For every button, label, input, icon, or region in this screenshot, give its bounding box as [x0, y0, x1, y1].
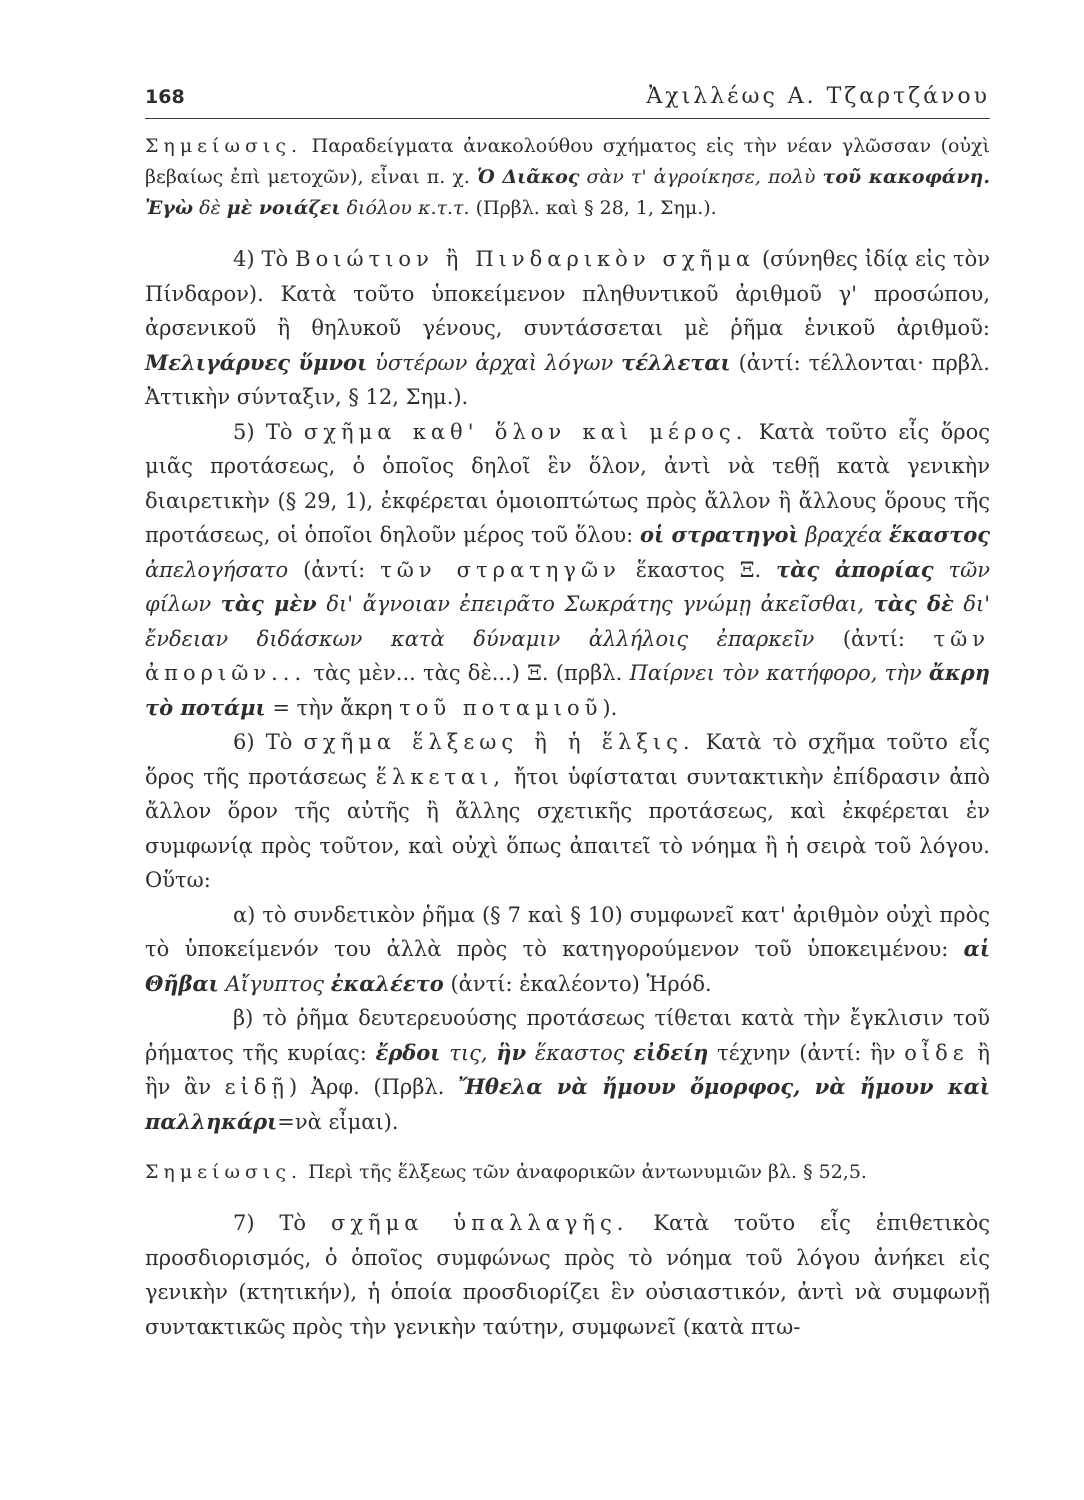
item-a [145, 898, 990, 1002]
example-bold: ἣν [496, 1039, 527, 1065]
section-number: 4) Τὸ [233, 247, 289, 271]
section-number: 6) Τὸ [233, 730, 293, 754]
example-italic: τις, [440, 1040, 497, 1065]
note-label: Σημείωσις. [145, 1161, 303, 1183]
example-bold: εἰδείη [633, 1039, 709, 1065]
item-text: τέχνην (ἀντί: ἣν [708, 1040, 905, 1065]
section-number: 5) Τὸ [233, 419, 293, 444]
spaced-word: ἕλκεται, [375, 764, 506, 789]
example-bold: Ἤθελα νὰ ἤμουν ὄμορφος, νὰ ἤμουν καὶ παλληκάρι [145, 1074, 990, 1134]
example-italic: σὰν τ' ἀγροίκησε, πολὺ [579, 166, 823, 188]
example-italic: δι' ἔνδειαν διδάσκων κατὰ δύναμιν ἀλλήλοις ἐπαρκεῖν [145, 592, 990, 651]
example-italic: ἕκαστος [526, 1040, 634, 1065]
spaced-word: τῶν ἀποριῶν... [145, 626, 990, 685]
section-text: Κατὰ τὸ σχῆμα τοῦτο εἷς ὅρος τῆς προτάσεως [145, 730, 990, 789]
note-text: Παραδείγματα ἀνακολούθου σχήματος εἰς τὴν νέαν γλῶσσαν (οὐχὶ βεβαίως ἐπὶ μετοχῶν), εἶναι π. χ. [145, 135, 990, 188]
note-label: Σημείωσις. [145, 135, 303, 157]
spaced-word: οἶδε [904, 1040, 969, 1065]
example-bold: τέλλεται [621, 349, 731, 375]
example-bold: μὲ νοιάζει [226, 197, 341, 219]
spaced-word: τοῦ ποταμιοῦ [399, 695, 603, 720]
example-bold: τὰς μὲν [220, 591, 317, 616]
section-text: ἕκαστος Ξ. [620, 557, 777, 582]
section-7 [145, 1206, 990, 1344]
section-text: ἤτοι ὑφίσταται συντακτικὴν ἐπίδρασιν ἀπὸ ἄλλον ὅρον τῆς αὐτῆς ἢ ἄλλης σχετικῆς προτάσεως, καὶ ἐκφέρεται ἐν συμφωνίᾳ πρὸς τοῦτον, καὶ οὐχὶ ὅπως ἀπαιτεῖ τὸ νόημα ἢ ἡ σειρὰ τοῦ λόγου. Οὕτω: [145, 764, 990, 892]
section-term: σχῆμα ὑπαλλαγῆς. [330, 1211, 629, 1235]
example-italic: βραχέα [798, 523, 889, 547]
example-italic: ὑστέρων ἀρχαὶ λόγων [367, 350, 622, 375]
example-bold: ἕκαστος [888, 522, 990, 547]
example-italic: δὲ [193, 197, 227, 219]
section-6 [145, 725, 990, 898]
example-bold: Ὁ Διᾶκος [476, 166, 580, 188]
example-bold: αἱ Θῆβαι [145, 936, 990, 996]
section-text: (ἀντί: [814, 626, 934, 651]
section-term: Βοιώτιον ἢ Πινδαρικὸν σχῆμα [295, 247, 756, 271]
section-text: = τὴν ἄκρη [265, 695, 400, 720]
running-title: Ἀχιλλέως Α. Τζαρτζάνου [646, 84, 990, 109]
section-text: τὰς μὲν... τὰς δὲ...) Ξ. (πρβλ. [306, 661, 630, 685]
note-text: (Πρβλ. καὶ § 28, 1, Σημ.). [469, 197, 717, 219]
section-term: σχῆμα ἕλξεως ἢ ἡ ἕλξις. [303, 730, 695, 754]
spaced-word: τῶν στρατηγῶν [380, 557, 621, 582]
example-italic: ἀπελογήσατο [145, 557, 289, 582]
example-bold: ἄκρη τὸ ποτάμι [145, 660, 990, 720]
section-text: (σύνηθες ἰδίᾳ εἰς τὸν Πίνδαρον). Κατὰ τοῦτο ὑποκείμενον πληθυντικοῦ ἀριθμοῦ γ' προσώπου, ἀρσενικοῦ ἢ θηλυκοῦ γένους, συντάσσεται μὲ ῥῆμα ἑνικοῦ ἀριθμοῦ: [145, 247, 990, 340]
section-number: 7) Τὸ [233, 1211, 307, 1235]
section-text: Κατὰ τοῦτο εἷς ἐπιθετικὸς προσδιορισμός, ὁ ὁποῖος συμφώνως πρὸς τὸ νόημα τοῦ λόγου ἀνήκει εἰς γενικὴν (κτητικήν), ἡ ὁποία προσδιορίζει ἓν οὐσιαστικόν, ἀντὶ νὰ συμφωνῇ συντακτικῶς πρὸς τὴν γενικὴν ταύτην, συμφωνεῖ (κατὰ πτω- [145, 1211, 990, 1339]
section-text: Κατὰ τοῦτο εἷς ὅρος μιᾶς προτάσεως, ὁ ὁποῖος δηλοῖ ἓν ὅλον, ἀντὶ νὰ τεθῇ κατὰ γενικὴν διαιρετικὴν (§ 29, 1), ἐκφέρεται ὁμοιοπτώτως πρὸς ἄλλον ἢ ἄλλους ὅρους τῆς προτάσεως, οἱ ὁποῖοι δηλοῦν μέρος τοῦ ὅλου: [145, 419, 990, 547]
example-italic: τῶν φίλων [145, 557, 990, 616]
note-text: Περὶ τῆς ἕλξεως τῶν ἀναφορικῶν ἀντωνυμιῶν βλ. § 52,5. [302, 1161, 867, 1183]
example-bold: οἱ στρατηγοὶ [639, 522, 799, 547]
section-term: σχῆμα καθ' ὅλον καὶ μέρος. [303, 419, 748, 444]
section-text: (ἀντί: [288, 557, 381, 582]
section-text: (ἀντί: τέλλονται· πρβλ. Ἀττικὴν σύνταξιν, § 12, Σημ.). [145, 350, 990, 409]
item-text: α) τὸ συνδετικὸν ῥῆμα (§ 7 καὶ § 10) συμφωνεῖ κατ' ἀριθμὸν οὐχὶ πρὸς τὸ ὑποκείμενόν του ἀλλὰ πρὸς τὸ κατηγορούμενον τοῦ ὑποκειμένου: [145, 902, 990, 961]
example-italic: Αἴγυπτος [218, 971, 331, 996]
note-paragraph-2 [145, 1157, 990, 1188]
example-italic: διόλου κ.τ.τ. [340, 197, 470, 219]
item-b [145, 1001, 990, 1139]
book-page [145, 78, 990, 1344]
section-5 [145, 415, 990, 726]
section-4 [145, 242, 990, 415]
item-text: (ἀντί: ἐκαλέοντο) Ἡρόδ. [443, 971, 712, 996]
running-head [145, 78, 990, 119]
example-italic: Παίρνει τὸν κατήφορο, τὴν [629, 661, 929, 685]
example-italic: δι' ἄγνοιαν ἐπειρᾶτο Σωκράτης γνώμῃ ἀκεῖσθαι, [316, 592, 874, 616]
example-bold: ἐκαλέετο [330, 970, 444, 996]
item-text: ἢ ἣν ἂν [145, 1040, 990, 1099]
section-text: ). [602, 695, 618, 720]
item-text: =νὰ εἶμαι). [277, 1109, 399, 1134]
body-text [145, 131, 990, 1344]
item-text: ) Ἀρφ. (Πρβλ. [288, 1075, 459, 1099]
example-bold: Μελιγάρυες ὕμνοι [145, 349, 368, 375]
example-bold: τὰς δὲ [873, 591, 954, 616]
example-bold: ἔρδοι [375, 1039, 441, 1065]
example-bold: τὰς ἀπορίας [776, 556, 934, 582]
item-text: β) τὸ ῥῆμα δευτερευούσης προτάσεως τίθεται κατὰ τὴν ἔγκλισιν τοῦ ῥήματος τῆς κυρίας: [145, 1006, 990, 1065]
spaced-word: εἰδῇ [224, 1075, 289, 1099]
page-number: 168 [145, 86, 185, 108]
note-paragraph-1 [145, 131, 990, 224]
example-bold: τοῦ κακοφάνη. Ἐγὼ [145, 166, 990, 219]
